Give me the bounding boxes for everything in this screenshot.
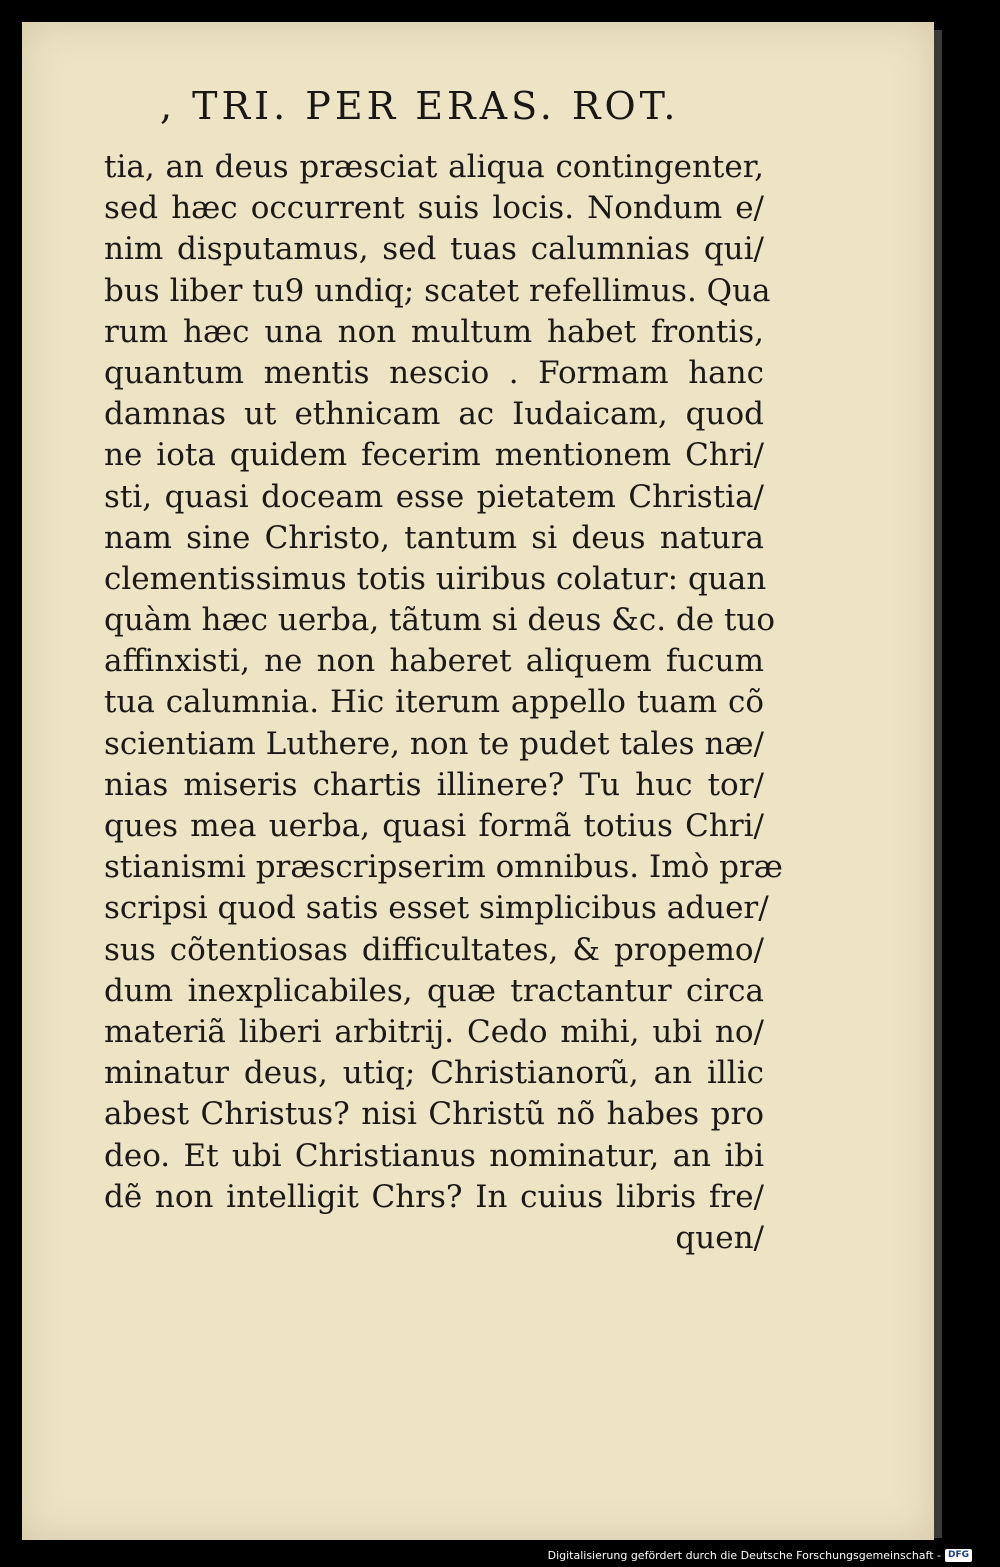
text-line: tia, an deus præsciat aliqua contingenter, xyxy=(104,149,764,185)
text-line: affinxisti, ne non haberet aliquem fucum xyxy=(104,643,764,680)
text-line: nim disputamus, sed tuas calumnias qui/ xyxy=(104,231,764,268)
text-line: dum inexplicabiles, quæ tractantur circa xyxy=(104,972,764,1009)
text-block xyxy=(104,147,783,1259)
text-line: sti, quasi doceam esse pietatem Christia/ xyxy=(104,478,764,515)
text-line: nias miseris chartis illinere? Tu huc tor/ xyxy=(104,766,764,803)
text-line: minatur deus, utiq; Christianorũ, an illic xyxy=(104,1055,764,1092)
text-line: tua calumnia. Hic iterum appello tuam cõ xyxy=(104,684,764,721)
text-line: scientiam Luthere, non te pudet tales næ/ xyxy=(104,725,764,762)
text-line: dẽ non intelligit Chrs? In cuius libris fre/ xyxy=(104,1178,764,1215)
text-line: quen/ xyxy=(675,1219,764,1256)
text-line: quantum mentis nescio . Formam hanc xyxy=(104,354,764,391)
text-line: quàm hæc uerba, tãtum si deus &c. de tuo xyxy=(104,602,776,639)
text-line: clementissimus totis uiribus colatur: quan xyxy=(104,560,767,597)
text-line: sed hæc occurrent suis locis. Nondum e/ xyxy=(104,190,764,227)
text-line: bus liber tu9 undiq; scatet refellimus. Qua xyxy=(104,272,771,309)
text-line: rum hæc una non multum habet frontis, xyxy=(104,313,764,350)
text-line: deo. Et ubi Christianus nominatur, an ibi xyxy=(104,1137,764,1174)
text-line: ques mea uerba, quasi formã totius Chri/ xyxy=(104,808,764,844)
text-line: materiã liberi arbitrij. Cedo mihi, ubi no/ xyxy=(104,1013,764,1050)
text-line: abest Christus? nisi Christũ nõ habes pro xyxy=(104,1096,764,1133)
text-line: nam sine Christo, tantum si deus natura xyxy=(104,519,764,556)
text-line: stianismi præscripserim omnibus. Imò præ xyxy=(104,849,783,886)
text-line: sus cõtentiosas difficultates, & propemo/ xyxy=(104,931,764,968)
text-line: damnas ut ethnicam ac Iudaicam, quod xyxy=(104,396,764,433)
running-head: , TRI. PER ERAS. ROT. xyxy=(160,84,680,128)
page-edge xyxy=(934,30,942,1538)
text-line: scripsi quod satis esset simplicibus aduer/ xyxy=(104,890,769,927)
text-line: ne iota quidem fecerim mentionem Chri/ xyxy=(104,437,764,474)
digitization-credit xyxy=(548,1549,972,1562)
dfg-logo: DFG xyxy=(945,1549,972,1562)
footer-credit-text: Digitalisierung gefördert durch die Deutsche Forschungsgemeinschaft - xyxy=(547,1549,941,1562)
